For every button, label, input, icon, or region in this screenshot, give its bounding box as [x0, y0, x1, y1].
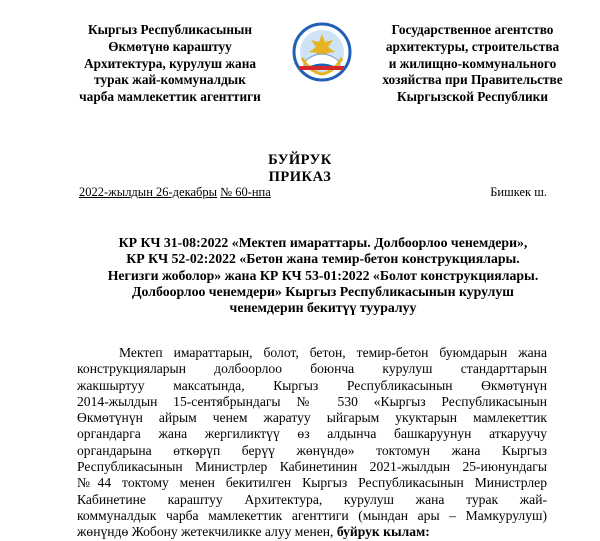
header-left-line: чарба мамлекеттик агенттиги: [79, 89, 261, 105]
header-left-line: Кыргыз Республикасынын: [87, 22, 253, 37]
header-left-line: Архитектура, курулуш жана: [83, 55, 256, 71]
body-last-line-text: жөнүндө Жобону жетекчиликке алуу менен,: [77, 524, 334, 540]
subject-line: ченемдерин бекитүү тууралуу: [229, 300, 417, 316]
document-body: [77, 345, 547, 541]
body-line: органдарына өткөрүп берүү жөнүндө» токтомун жана Кыргыз: [77, 442, 547, 458]
header-right-line: Государственное агентство: [391, 22, 554, 37]
subject-line: КР КЧ 31-08:2022 «Мектеп имараттары. Долбоорлоо ченемдери»,: [118, 235, 528, 250]
document-number: № 60-нпа: [220, 185, 271, 199]
header-right-line: и жилищно-коммунального: [388, 55, 557, 71]
body-line: жакшыртуу максатында, Кыргыз Республикасынын Өкмөтүнүн: [77, 377, 547, 393]
body-line: Кабинетине караштуу Архитектура, курулуш жана турак жай-: [77, 491, 547, 507]
subject-line: Долбоорлоо ченемдери» Кыргыз Республикасынын курулуш: [132, 283, 514, 299]
order-directive: буйрук кылам:: [336, 524, 430, 540]
header-left-line: Өкмөтүнө караштуу: [108, 38, 232, 54]
body-last-line: [77, 524, 547, 540]
body-line: Мектеп имараттарын, болот, бетон, темир-бетон буюмдарын жана: [119, 345, 547, 360]
document-date: 2022-жылдын 26-декабры: [79, 185, 218, 199]
header-right-line: хозяйства при Правительстве: [382, 72, 563, 88]
subject-line: КР КЧ 52-02:2022 «Бетон жана темир-бетон конструкциялары.: [126, 251, 520, 267]
subject-line: Негизги жоболор» жана КР КЧ 53-01:2022 «Болот конструкциялары.: [107, 267, 539, 283]
header-right-org-name: [360, 22, 585, 106]
header-right-line: архитектуры, строительства: [385, 38, 560, 54]
header-left-org-name: [60, 22, 280, 106]
body-line: 2014-жылдын 15-сентябрындагы № 530 «Кыргыз Республикасынын: [77, 393, 547, 409]
document-title-kyrgyz: БУЙРУК: [268, 152, 332, 168]
body-line: №44 токтому менен бекитилген Кыргыз Республикасынын Министрлер: [77, 475, 547, 491]
header-left-line: турак жай-коммуналдык: [94, 72, 246, 88]
header-right-line: Кыргызской Республики: [396, 89, 548, 105]
document-subject: [88, 235, 558, 316]
body-line: конструкцияларын долбоорлоо боюнча курулуш стандарттарын: [77, 361, 547, 377]
date-number: [79, 185, 271, 200]
body-line: Республикасынын Министрлер Кабинетинин 2021-жылдын 25-июнундагы: [77, 459, 547, 475]
state-emblem-icon: [292, 22, 352, 82]
document-city: Бишкек ш.: [490, 185, 547, 199]
body-line: органдарга жана жергиликтүү өз алдынча башкаруунун аткаруучу: [77, 426, 547, 442]
body-line: коммуналдык чарба мамлекеттик агенттиги (мындан ары – Мамкурулуш): [77, 507, 547, 523]
document-title-russian: ПРИКАЗ: [268, 169, 332, 185]
body-line: Өкмөтүнүн айрым ченем жаратуу ыйгарым укуктарын мамлекеттик: [77, 410, 547, 426]
